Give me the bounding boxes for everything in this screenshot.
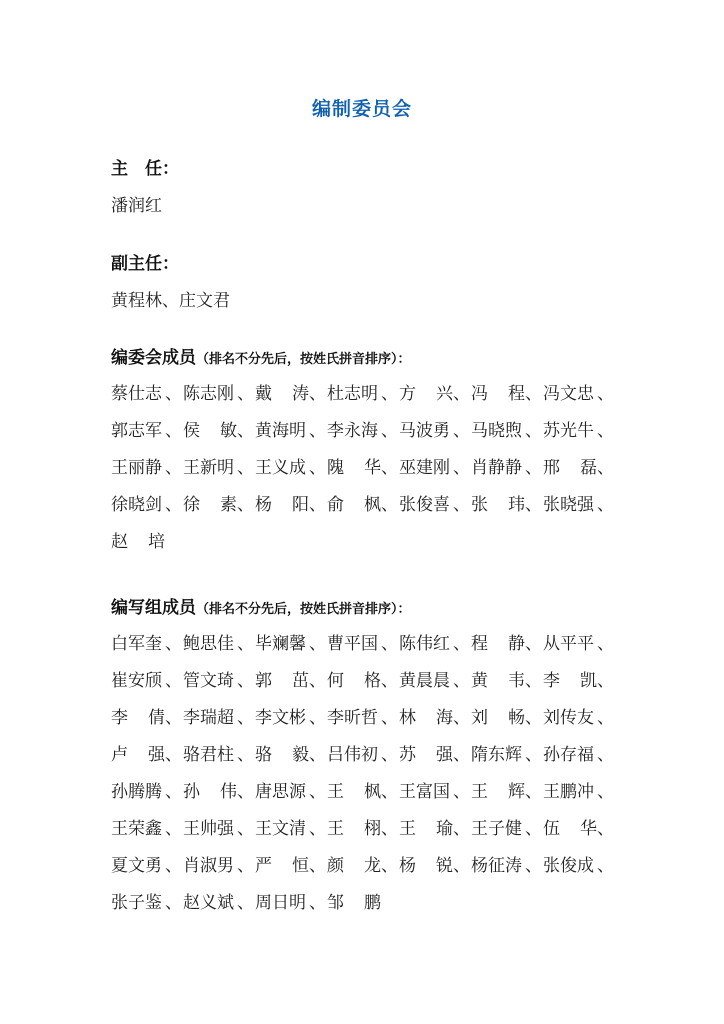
- writers-label: 编写组成员: [111, 598, 196, 618]
- committee-member: [183, 410, 255, 447]
- committee-member: [255, 447, 327, 484]
- list-separator: 、: [309, 782, 326, 802]
- writers-member: [399, 771, 471, 808]
- writers-member-name: 邹 鹏: [327, 893, 381, 913]
- list-separator: 、: [237, 495, 254, 515]
- writers-member-name: 王 瑜: [399, 819, 453, 839]
- list-separator: 、: [381, 458, 398, 478]
- committee-member-name: 冯 程: [471, 384, 525, 404]
- writers-member: [399, 808, 471, 845]
- list-separator: 、: [165, 708, 182, 728]
- list-separator: 、: [381, 819, 398, 839]
- writers-member: [327, 660, 399, 697]
- committee-heading: [111, 343, 411, 368]
- writers-member: [471, 808, 543, 845]
- committee-member-name: 巫建刚: [399, 458, 450, 478]
- writers-member-name: 杨 锐: [399, 856, 453, 876]
- writers-member: [543, 697, 615, 734]
- list-separator: 、: [525, 495, 542, 515]
- writers-member: [255, 771, 327, 808]
- writers-member-name: 李 凯: [543, 671, 597, 691]
- writers-member: [327, 808, 399, 845]
- writers-member-name: 张子鉴: [111, 893, 162, 913]
- committee-member-name: 俞 枫: [327, 495, 381, 515]
- committee-member: [183, 373, 255, 410]
- committee-member: [183, 447, 255, 484]
- writers-note: （排名不分先后，按姓氏拼音排序）：: [196, 602, 411, 617]
- writers-member-name: 王鹏冲: [543, 782, 594, 802]
- writers-member-name: 吕伟初: [327, 745, 378, 765]
- committee-member-name: 王义成: [255, 458, 306, 478]
- list-separator: 、: [381, 634, 398, 654]
- committee-member-name: 蔡仕志: [111, 384, 162, 404]
- committee-member-name: 隗 华: [327, 458, 381, 478]
- writers-member-name: 王富国: [399, 782, 450, 802]
- writers-member: [399, 734, 471, 771]
- writers-member: [111, 623, 183, 660]
- committee-member-name: 徐晓剑: [111, 495, 162, 515]
- list-separator: 、: [453, 671, 470, 691]
- list-separator: 、: [381, 421, 398, 441]
- writers-member: [255, 660, 327, 697]
- writers-member-name: 李 倩: [111, 708, 165, 728]
- committee-member: [471, 410, 543, 447]
- writers-member-name: 黄 韦: [471, 671, 525, 691]
- writers-member-list: [111, 623, 616, 919]
- list-separator: 、: [453, 782, 470, 802]
- committee-member: [399, 447, 471, 484]
- list-separator: 、: [525, 384, 542, 404]
- writers-member: [327, 771, 399, 808]
- list-separator: 、: [237, 893, 254, 913]
- committee-member: [471, 484, 543, 521]
- writers-member: [327, 845, 399, 882]
- list-separator: 、: [453, 819, 470, 839]
- writers-member-name: 肖淑男: [183, 856, 234, 876]
- list-separator: 、: [525, 856, 542, 876]
- list-separator: 、: [597, 458, 614, 478]
- writers-member-name: 刘传友: [543, 708, 594, 728]
- writers-heading: [111, 593, 411, 618]
- writers-member-name: 孙存福: [543, 745, 594, 765]
- list-separator: 、: [381, 745, 398, 765]
- committee-member: [255, 484, 327, 521]
- committee-member: [111, 447, 183, 484]
- writers-member: [543, 734, 615, 771]
- writers-member-name: 杨征涛: [471, 856, 522, 876]
- list-separator: 、: [237, 819, 254, 839]
- committee-member: [111, 521, 183, 558]
- committee-member: [399, 484, 471, 521]
- committee-member-name: 冯文忠: [543, 384, 594, 404]
- list-separator: 、: [381, 708, 398, 728]
- committee-member: [255, 373, 327, 410]
- writers-member: [471, 623, 543, 660]
- writers-member: [183, 623, 255, 660]
- writers-member-name: 王 辉: [471, 782, 525, 802]
- list-separator: 、: [237, 421, 254, 441]
- committee-member-name: 杨 阳: [255, 495, 309, 515]
- list-separator: 、: [597, 495, 614, 515]
- list-separator: 、: [309, 671, 326, 691]
- deputy-names: 黄程林、庄文君: [111, 291, 230, 311]
- writers-member: [255, 734, 327, 771]
- writers-member-name: 曹平国: [327, 634, 378, 654]
- page-title: 编制委员会: [311, 98, 412, 120]
- list-separator: 、: [525, 671, 542, 691]
- writers-member: [327, 734, 399, 771]
- committee-member-name: 张 玮: [471, 495, 525, 515]
- list-separator: 、: [309, 458, 326, 478]
- list-separator: 、: [381, 856, 398, 876]
- committee-member: [327, 484, 399, 521]
- committee-label: 编委会成员: [111, 348, 196, 368]
- writers-member-name: 郭 茁: [255, 671, 309, 691]
- committee-note: （排名不分先后，按姓氏拼音排序）：: [196, 352, 411, 367]
- writers-member-name: 王荣鑫: [111, 819, 162, 839]
- list-separator: 、: [165, 745, 182, 765]
- writers-member: [111, 734, 183, 771]
- committee-member-name: 邢 磊: [543, 458, 597, 478]
- committee-member: [111, 373, 183, 410]
- list-separator: 、: [165, 671, 182, 691]
- writers-member: [111, 771, 183, 808]
- writers-member: [327, 882, 399, 919]
- committee-member: [543, 447, 615, 484]
- writers-member: [183, 845, 255, 882]
- committee-member-name: 王丽静: [111, 458, 162, 478]
- list-separator: 、: [237, 708, 254, 728]
- list-separator: 、: [525, 421, 542, 441]
- writers-member-name: 崔安颀: [111, 671, 162, 691]
- writers-member: [183, 697, 255, 734]
- writers-member-name: 李文彬: [255, 708, 306, 728]
- list-separator: 、: [525, 782, 542, 802]
- writers-member: [183, 808, 255, 845]
- director-heading: 主 任：: [111, 159, 179, 179]
- writers-member: [543, 845, 615, 882]
- writers-member-name: 毕斓馨: [255, 634, 306, 654]
- writers-member-name: 伍 华: [543, 819, 597, 839]
- writers-member-name: 张俊成: [543, 856, 594, 876]
- committee-member-name: 肖静静: [471, 458, 522, 478]
- list-separator: 、: [453, 495, 470, 515]
- writers-member: [255, 808, 327, 845]
- writers-member-name: 王 枫: [327, 782, 381, 802]
- list-separator: 、: [453, 458, 470, 478]
- committee-member: [183, 484, 255, 521]
- committee-member-name: 王新明: [183, 458, 234, 478]
- list-separator: 、: [597, 671, 614, 691]
- list-separator: 、: [237, 634, 254, 654]
- committee-member-name: 徐 素: [183, 495, 237, 515]
- writers-member-name: 鲍思佳: [183, 634, 234, 654]
- list-separator: 、: [309, 819, 326, 839]
- list-separator: 、: [237, 856, 254, 876]
- writers-member: [471, 771, 543, 808]
- list-separator: 、: [237, 782, 254, 802]
- committee-member-list: [111, 373, 616, 558]
- writers-member-name: 王文清: [255, 819, 306, 839]
- writers-member: [255, 623, 327, 660]
- writers-member: [399, 623, 471, 660]
- list-separator: 、: [597, 708, 614, 728]
- list-separator: 、: [597, 384, 614, 404]
- list-separator: 、: [165, 893, 182, 913]
- writers-member: [399, 845, 471, 882]
- writers-member: [543, 660, 615, 697]
- committee-member: [111, 410, 183, 447]
- committee-member: [399, 373, 471, 410]
- committee-member-name: 苏光牛: [543, 421, 594, 441]
- list-separator: 、: [309, 495, 326, 515]
- writers-member-name: 夏文勇: [111, 856, 162, 876]
- committee-member: [111, 484, 183, 521]
- writers-member: [111, 697, 183, 734]
- writers-member-name: 陈伟红: [399, 634, 450, 654]
- list-separator: 、: [165, 384, 182, 404]
- writers-member: [255, 845, 327, 882]
- writers-member-name: 王帅强: [183, 819, 234, 839]
- writers-member-name: 何 格: [327, 671, 381, 691]
- writers-member-name: 周日明: [255, 893, 306, 913]
- committee-member: [327, 410, 399, 447]
- list-separator: 、: [237, 384, 254, 404]
- list-separator: 、: [597, 421, 614, 441]
- committee-member: [327, 373, 399, 410]
- writers-member-name: 李昕哲: [327, 708, 378, 728]
- committee-member-name: 郭志军: [111, 421, 162, 441]
- writers-member-name: 程 静: [471, 634, 525, 654]
- list-separator: 、: [309, 708, 326, 728]
- writers-member: [183, 771, 255, 808]
- writers-member: [543, 623, 615, 660]
- list-separator: 、: [165, 421, 182, 441]
- list-separator: 、: [453, 634, 470, 654]
- list-separator: 、: [237, 745, 254, 765]
- writers-member: [111, 660, 183, 697]
- list-separator: 、: [165, 458, 182, 478]
- writers-member-name: 管文琦: [183, 671, 234, 691]
- list-separator: 、: [237, 671, 254, 691]
- list-separator: 、: [381, 671, 398, 691]
- writers-member: [543, 808, 615, 845]
- writers-member: [183, 734, 255, 771]
- list-separator: 、: [381, 495, 398, 515]
- list-separator: 、: [309, 421, 326, 441]
- committee-member-name: 张俊喜: [399, 495, 450, 515]
- committee-member: [471, 447, 543, 484]
- writers-member: [471, 660, 543, 697]
- writers-member-name: 孙 伟: [183, 782, 237, 802]
- writers-member-name: 赵义斌: [183, 893, 234, 913]
- list-separator: 、: [309, 745, 326, 765]
- committee-member-name: 黄海明: [255, 421, 306, 441]
- committee-member: [543, 410, 615, 447]
- list-separator: 、: [597, 819, 614, 839]
- writers-member: [255, 697, 327, 734]
- list-separator: 、: [453, 745, 470, 765]
- list-separator: 、: [309, 856, 326, 876]
- list-separator: 、: [237, 458, 254, 478]
- list-separator: 、: [165, 782, 182, 802]
- list-separator: 、: [525, 708, 542, 728]
- list-separator: 、: [525, 819, 542, 839]
- list-separator: 、: [381, 782, 398, 802]
- writers-member-name: 苏 强: [399, 745, 453, 765]
- committee-member: [471, 373, 543, 410]
- writers-member: [471, 734, 543, 771]
- writers-member-name: 王 栩: [327, 819, 381, 839]
- committee-member-name: 侯 敏: [183, 421, 237, 441]
- writers-member: [111, 882, 183, 919]
- list-separator: 、: [597, 745, 614, 765]
- writers-member-name: 从平平: [543, 634, 594, 654]
- writers-member: [399, 660, 471, 697]
- committee-member-name: 马波勇: [399, 421, 450, 441]
- writers-member-name: 黄晨晨: [399, 671, 450, 691]
- writers-member: [183, 660, 255, 697]
- writers-member-name: 孙腾腾: [111, 782, 162, 802]
- writers-member-name: 严 恒: [255, 856, 309, 876]
- list-separator: 、: [309, 893, 326, 913]
- committee-member: [327, 447, 399, 484]
- list-separator: 、: [525, 745, 542, 765]
- writers-member-name: 李瑞超: [183, 708, 234, 728]
- committee-member: [255, 410, 327, 447]
- committee-member-name: 陈志刚: [183, 384, 234, 404]
- writers-member-name: 林 海: [399, 708, 453, 728]
- writers-member-name: 骆 毅: [255, 745, 309, 765]
- committee-member-name: 马晓煦: [471, 421, 522, 441]
- committee-member: [543, 484, 615, 521]
- list-separator: 、: [309, 634, 326, 654]
- writers-member: [471, 697, 543, 734]
- list-separator: 、: [309, 384, 326, 404]
- writers-member-name: 颜 龙: [327, 856, 381, 876]
- list-separator: 、: [453, 384, 470, 404]
- list-separator: 、: [453, 856, 470, 876]
- deputy-heading: 副主任：: [111, 254, 179, 274]
- committee-member-name: 杜志明: [327, 384, 378, 404]
- list-separator: 、: [525, 634, 542, 654]
- writers-member-name: 骆君柱: [183, 745, 234, 765]
- committee-member-name: 张晓强: [543, 495, 594, 515]
- writers-member: [111, 845, 183, 882]
- writers-member: [111, 808, 183, 845]
- list-separator: 、: [165, 856, 182, 876]
- writers-member-name: 刘 畅: [471, 708, 525, 728]
- list-separator: 、: [453, 708, 470, 728]
- list-separator: 、: [525, 458, 542, 478]
- writers-member: [471, 845, 543, 882]
- writers-member: [255, 882, 327, 919]
- writers-member: [183, 882, 255, 919]
- list-separator: 、: [165, 819, 182, 839]
- writers-member: [327, 697, 399, 734]
- committee-member: [399, 410, 471, 447]
- committee-member-name: 赵 培: [111, 532, 165, 552]
- committee-member-name: 方 兴: [399, 384, 453, 404]
- writers-member-name: 隋东辉: [471, 745, 522, 765]
- writers-member-name: 唐思源: [255, 782, 306, 802]
- list-separator: 、: [597, 856, 614, 876]
- list-separator: 、: [597, 782, 614, 802]
- writers-member: [543, 771, 615, 808]
- writers-member-name: 卢 强: [111, 745, 165, 765]
- committee-member: [543, 373, 615, 410]
- list-separator: 、: [453, 421, 470, 441]
- writers-member-name: 白军奎: [111, 634, 162, 654]
- writers-member-name: 王子健: [471, 819, 522, 839]
- list-separator: 、: [597, 634, 614, 654]
- writers-member: [399, 697, 471, 734]
- list-separator: 、: [165, 495, 182, 515]
- writers-member: [327, 623, 399, 660]
- list-separator: 、: [165, 634, 182, 654]
- list-separator: 、: [381, 384, 398, 404]
- committee-member-name: 李永海: [327, 421, 378, 441]
- committee-member-name: 戴 涛: [255, 384, 309, 404]
- director-name: 潘润红: [111, 196, 162, 216]
